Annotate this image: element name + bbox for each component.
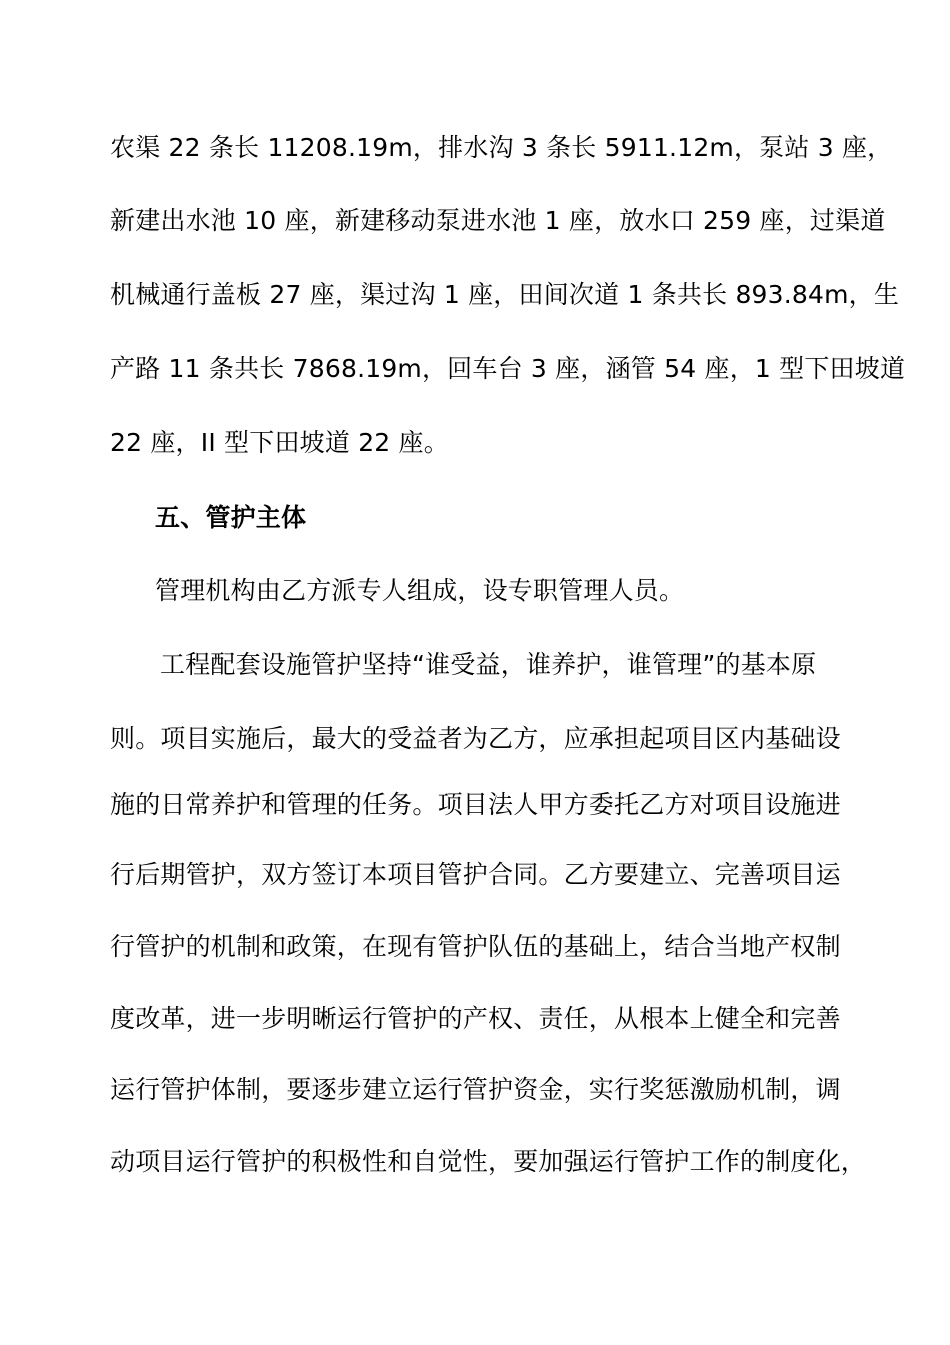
section-heading: 五、管护主体: [155, 503, 307, 532]
body-line-5: 22 座，II 型下田坡道 22 座。: [110, 428, 449, 457]
body-line-4: 产路 11 条共长 7868.19m，回车台 3 座，涵管 54 座，1 型下田坡道: [110, 354, 906, 383]
body-line-1: 农渠 22 条长 11208.19m，排水沟 3 条长 5911.12m，泵站 3 座，: [110, 133, 893, 162]
paragraph-2-line-8: 动项目运行管护的积极性和自觉性，要加强运行管护工作的制度化，: [110, 1147, 867, 1176]
body-line-3: 机械通行盖板 27 座，渠过沟 1 座，田间次道 1 条共长 893.84m，生: [110, 280, 900, 309]
paragraph-2-line-2: 则。项目实施后，最大的受益者为乙方，应承担起项目区内基础设: [110, 724, 841, 753]
paragraph-2-line-6: 度改革，进一步明晰运行管护的产权、责任，从根本上健全和完善: [110, 1004, 841, 1033]
body-line-2: 新建出水池 10 座，新建移动泵进水池 1 座，放水口 259 座，过渠道: [110, 206, 886, 235]
paragraph-2-line-5: 行管护的机制和政策，在现有管护队伍的基础上，结合当地产权制: [110, 932, 841, 961]
paragraph-1: 管理机构由乙方派专人组成，设专职管理人员。: [155, 576, 685, 605]
paragraph-2-line-1: 工程配套设施管护坚持“谁受益，谁养护，谁管理”的基本原: [160, 650, 817, 679]
paragraph-2-line-4: 行后期管护，双方签订本项目管护合同。乙方要建立、完善项目运: [110, 860, 841, 889]
paragraph-2-line-3: 施的日常养护和管理的任务。项目法人甲方委托乙方对项目设施进: [110, 790, 841, 819]
paragraph-2-line-7: 运行管护体制，要逐步建立运行管护资金，实行奖惩激励机制，调: [110, 1075, 841, 1104]
